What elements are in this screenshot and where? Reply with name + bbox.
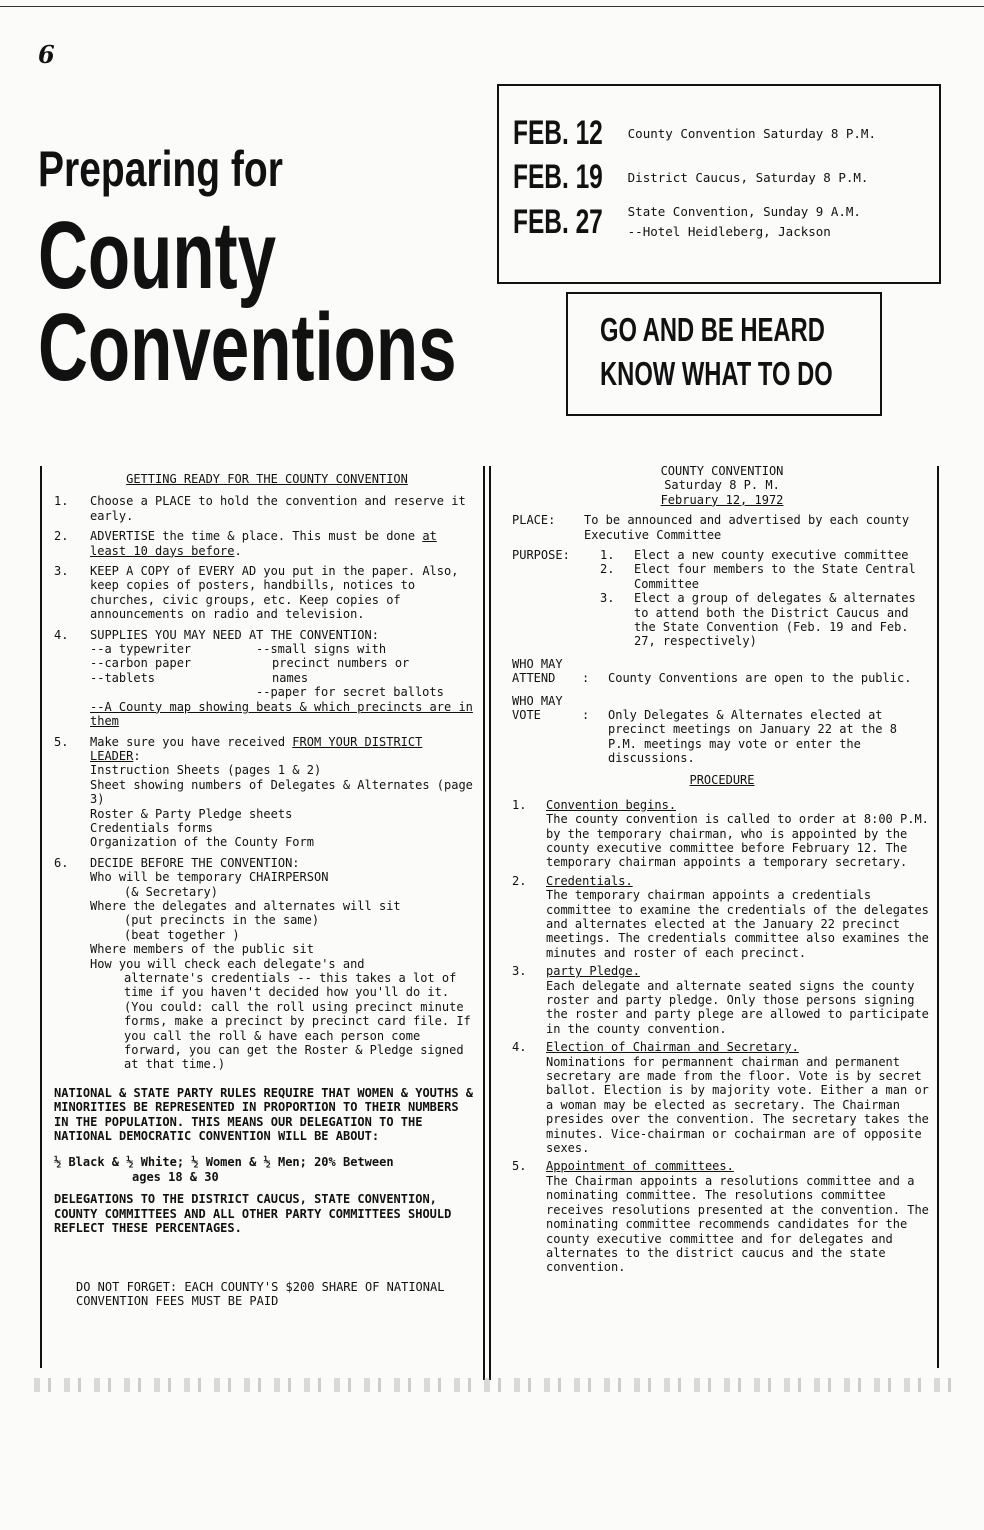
procedure-text: Each delegate and alternate seated signs the county roster and party pledge. Only those persons signing the roster and party plege are allowed to participate in the county convention. — [546, 978, 929, 1036]
item-text: KEEP A COPY of EVERY AD you put in the paper. Also, keep copies of posters, handbills, notices to churches, civic groups, etc. Keep copies of announcements on radio and television. — [90, 564, 459, 622]
vote-text: Only Delegates & Alternates elected at precinct meetings on January 22 at the 8 P.M. meetings may vote or enter the discussions. — [608, 707, 897, 765]
list-item — [54, 628, 480, 729]
colon: : — [582, 670, 590, 685]
procedure-title: Credentials. — [546, 873, 633, 888]
decide-item: Where the delegates and alternates will sit — [90, 898, 401, 913]
place-label: PLACE: — [512, 513, 556, 528]
item-number: 4. — [54, 627, 69, 642]
purpose-item — [600, 548, 932, 562]
date-text: County Convention Saturday 8 P.M. — [627, 125, 876, 141]
decide-item: (& Secretary) — [124, 884, 218, 899]
slogan-line2: KNOW WHAT TO DO — [600, 355, 833, 392]
date-row — [513, 202, 861, 242]
procedure-item — [512, 874, 932, 960]
received-item: Credentials forms — [90, 820, 213, 835]
procedure-title: party Pledge. — [546, 964, 640, 979]
ratio: ½ Black & ½ White; ½ Women & ½ Men; 20% Between — [54, 1155, 394, 1170]
attend-label: WHO MAY — [512, 656, 563, 671]
supply-item: --carbon paper — [90, 656, 192, 671]
headline-county-conventions — [38, 202, 457, 401]
item-text: SUPPLIES YOU MAY NEED AT THE CONVENTION: — [90, 627, 379, 642]
fees-note: DO NOT FORGET: EACH COUNTY'S $200 SHARE OF NATIONAL CONVENTION FEES MUST BE PAID — [76, 1279, 445, 1308]
item-text: Make sure you have received — [90, 734, 293, 749]
attend-row — [512, 657, 932, 686]
item-number: 2. — [512, 873, 527, 888]
item-text-underlined: FROM YOUR DISTRICT LEADER — [90, 734, 423, 763]
item-number: 2. — [54, 529, 69, 544]
vote-row — [512, 694, 932, 766]
left-heading: GETTING READY FOR THE COUNTY CONVENTION — [126, 472, 408, 486]
procedure-text: The county convention is called to order at 8:00 P.M. by the temporary chairman, who is appointed by the county executive committee before February 12. The temporary chairman appoints a temporary secretary. — [546, 812, 929, 870]
list-item — [54, 564, 480, 622]
slogan-line1: GO AND BE HEARD — [600, 311, 825, 348]
national-rules: NATIONAL & STATE PARTY RULES REQUIRE THAT WOMEN & YOUTHS & MINORITIES BE REPRESENTED IN PROPORTION TO THEIR NUMBERS IN THE POPULATION. THIS MEANS OUR DELEGATION TO THE NATIONAL DEMOCRATIC CONVENTION WILL BE ABOUT: — [54, 1085, 474, 1144]
column-rule-center-a — [483, 466, 485, 1380]
delegations-note: DELEGATIONS TO THE DISTRICT CAUCUS, STATE CONVENTION, COUNTY COMMITTEES AND ALL OTHER PARTY COMMITTEES SHOULD REFLECT THESE PERCENTAGES. — [54, 1192, 452, 1236]
print-smudge — [34, 1378, 954, 1392]
decide-item: alternate's credentials -- this takes a lot of time if you haven't decided how you'll do it. (You could: call the roll using precinct minute forms, make a precinct by precinct card file. If you call the roll & have each person come forward, you can get the Roster & Pledge signed at that time.) — [124, 971, 471, 1072]
item-text: Elect four members to the State Central Committee — [634, 562, 916, 591]
decide-item: How you will check each delegate's and — [90, 956, 365, 971]
item-number: 3. — [512, 964, 527, 979]
supply-item: --tablets — [90, 670, 156, 685]
received-item: Roster & Party Pledge sheets — [90, 806, 293, 821]
item-text: : — [133, 748, 141, 763]
list-item — [54, 856, 480, 1072]
list-item — [54, 494, 480, 523]
place-text: To be announced and advertised by each county Executive Committee — [584, 513, 910, 542]
received-item: Sheet showing numbers of Delegates & Alternates (page 3) — [90, 777, 473, 807]
right-heading: COUNTY CONVENTION — [660, 464, 784, 478]
supply-item: --A County map showing beats & which precincts are in them — [90, 699, 473, 729]
right-subheading: Saturday 8 P. M. — [664, 478, 780, 493]
right-column — [512, 464, 932, 1275]
item-text: DECIDE BEFORE THE CONVENTION: — [90, 855, 300, 870]
decide-item: (beat together ) — [124, 927, 240, 942]
supply-item: precinct numbers or — [272, 656, 410, 671]
date-label: FEB. 19 — [513, 158, 603, 196]
item-number: 5. — [512, 1159, 527, 1174]
procedure-item — [512, 1159, 932, 1274]
item-number: 1. — [54, 494, 69, 509]
purpose-item — [600, 562, 932, 591]
received-item: Instruction Sheets (pages 1 & 2) — [90, 763, 322, 778]
list-item — [54, 735, 480, 850]
item-text: Elect a group of delegates & alternates to attend both the District Caucus and the State Convention (Feb. 19 and Feb. 27, respectively) — [634, 591, 916, 649]
column-rule-right — [937, 466, 939, 1368]
attend-label: ATTEND — [512, 671, 556, 686]
list-item — [54, 529, 480, 558]
supplies-list — [90, 642, 480, 685]
date-label: FEB. 12 — [513, 114, 603, 152]
slogan-box — [566, 292, 882, 416]
decide-item: Where members of the public sit — [90, 942, 314, 957]
dates-box — [497, 84, 941, 284]
vote-label: WHO MAY — [512, 693, 563, 708]
item-text: . — [234, 543, 242, 558]
headline-conventions: Conventions — [38, 294, 457, 401]
item-number: 1. — [512, 797, 527, 812]
headline-county: County — [38, 202, 277, 309]
attend-text: County Conventions are open to the public. — [608, 670, 912, 685]
procedure-text: The Chairman appoints a resolutions committee and a nominating committee. The resolutions committee receives resolutions presented at the convention. The nominating committee recommends candidates for the county executive committee and for delegates and alternates to the district caucus and the state convention. — [546, 1173, 929, 1275]
procedure-text: The temporary chairman appoints a credentials committee to examine the credentials of the delegates and alternates elected at the January 22 precinct meetings. The credentials committee also examines the minutes and roster of each precinct. — [546, 888, 929, 960]
item-number: 6. — [54, 855, 69, 870]
date-row — [513, 114, 876, 153]
procedure-item — [512, 1040, 932, 1155]
top-rule — [0, 6, 984, 7]
procedure-title: Convention begins. — [546, 797, 677, 812]
colon: : — [582, 707, 590, 722]
procedure-item — [512, 964, 932, 1036]
procedure-heading: PROCEDURE — [689, 773, 755, 788]
date-row — [513, 158, 868, 197]
headline-preparing: Preparing for — [38, 141, 283, 197]
vote-label: VOTE — [512, 708, 541, 723]
purpose-label: PURPOSE: — [512, 548, 570, 563]
purpose-row — [512, 548, 932, 649]
item-number: 4. — [512, 1040, 527, 1055]
item-number: 1. — [600, 548, 615, 563]
procedure-title: Election of Chairman and Secretary. — [546, 1040, 799, 1055]
supply-item: names — [272, 670, 309, 685]
date-text — [628, 202, 861, 242]
supply-item: --paper for secret ballots — [256, 685, 444, 700]
item-text: Choose a PLACE to hold the convention and reserve it early. — [90, 494, 466, 523]
column-rule-center-b — [489, 466, 491, 1380]
item-number: 5. — [54, 734, 69, 749]
decide-item: (put precincts in the same) — [124, 913, 320, 928]
column-rule-left — [40, 466, 42, 1368]
page-number: 6 — [38, 40, 55, 69]
left-column — [54, 472, 480, 1308]
item-text-underlined: at least 10 days before — [90, 529, 437, 558]
right-date: February 12, 1972 — [660, 492, 784, 507]
date-text-line2: --Hotel Heidleberg, Jackson — [627, 224, 831, 239]
item-text: ADVERTISE the time & place. This must be done — [90, 529, 423, 544]
place-row — [512, 513, 932, 542]
supply-item: --a typewriter — [90, 642, 192, 657]
procedure-item — [512, 798, 932, 870]
received-item: Organization of the County Form — [90, 835, 314, 850]
item-number: 3. — [600, 591, 615, 606]
item-text: Elect a new county executive committee — [634, 548, 909, 563]
item-number: 3. — [54, 564, 69, 579]
supply-item: --small signs with — [256, 642, 387, 657]
procedure-text: Nominations for permannent chairman and permanent secretary are made from the floor. Vote is by secret ballot. Election is by majority vote. Either a man or a woman may be elected as secretary. The Chairman presides over the convention. The secretary takes the minutes. Vice-chairman or cochairman are of opposite sexes. — [546, 1054, 929, 1156]
procedure-title: Appointment of committees. — [546, 1159, 734, 1174]
decide-item: Who will be temporary CHAIRPERSON — [90, 870, 329, 885]
purpose-item — [600, 591, 932, 649]
date-text-line1: State Convention, Sunday 9 A.M. — [627, 204, 861, 219]
ratio-line2: ages 18 & 30 — [132, 1169, 219, 1184]
item-number: 2. — [600, 562, 615, 577]
date-label: FEB. 27 — [513, 202, 603, 241]
date-text: District Caucus, Saturday 8 P.M. — [627, 169, 869, 185]
